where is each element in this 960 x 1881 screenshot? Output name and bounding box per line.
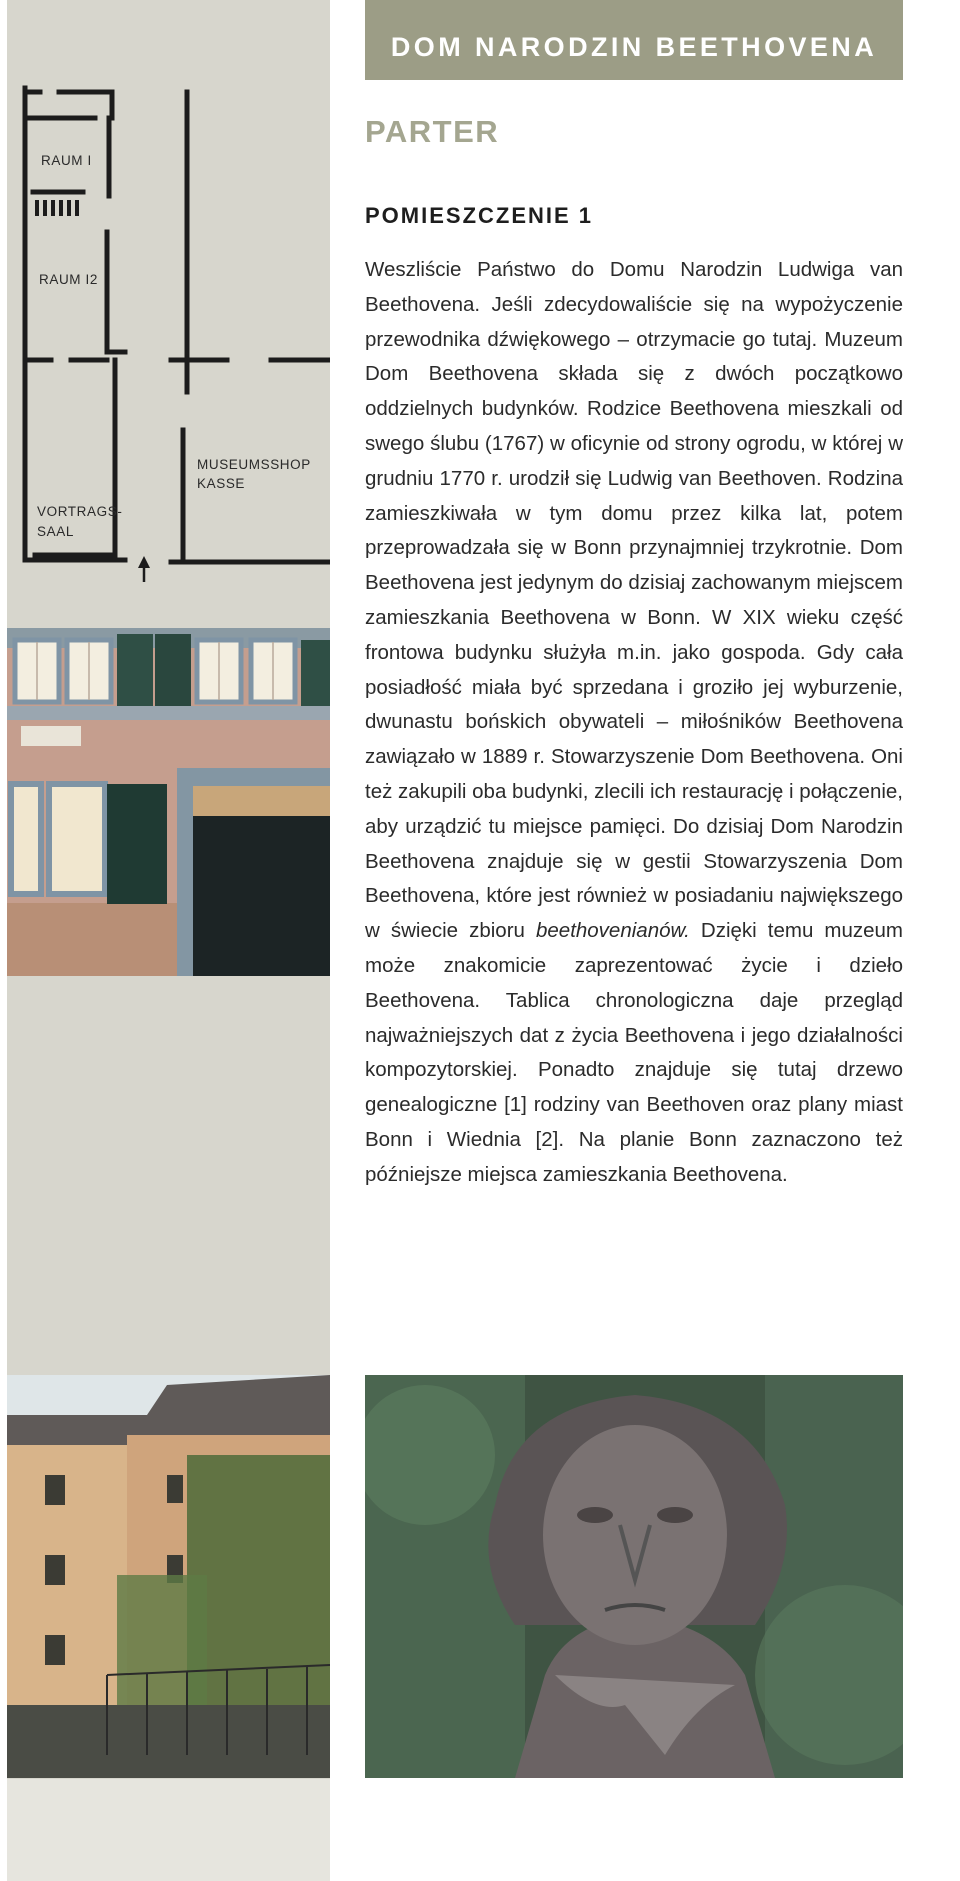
facade-photo [7,628,330,976]
room-label-museumsshop: MUSEUMSSHOP [197,457,311,472]
room-label-saal: SAAL [37,524,74,539]
sidebar-footer [7,1779,330,1881]
body-paragraph [365,253,903,1193]
body-text-part-2: Dzięki temu muzeum może znakomicie zaprezentować życie i dzieło Beethovena. Tablica chronologiczna daje przegląd najważniejszych dat z życia Beethovena i jego działalności kompozytorskiej. Ponadto znajduje się tutaj drzewo genealogiczne [1] rodziny van Beethoven oraz plany miast Bonn i Wiednia [2]. Na planie Bonn zaznaczono też późniejsze miejsca zamieszkania Beethovena. [365,919,903,1186]
room-label-raum12: RAUM I2 [39,272,98,287]
beethoven-bust-photo [365,1375,903,1778]
room-label-vortrags: VORTRAGS- [37,504,123,519]
room-label-raum1: RAUM I [41,153,92,168]
page-title: DOM NARODZIN BEETHOVENA [390,31,878,62]
room-label-kasse: KASSE [197,476,246,491]
entrance-arrow-icon [138,556,150,582]
body-text-part-1: Weszliście Państwo do Domu Narodzin Ludwiga van Beethovena. Jeśli zdecydowaliście się na wypożyczenie przewodnika dźwiękowego – otrzymacie go tutaj. Muzeum Dom Beethovena składa się z dwóch początkowo oddzielnych budynków. Rodzice Beethovena mieszkali od swego ślubu (1767) w oficynie od strony ogrodu, w której w grudniu 1770 r. urodził się Ludwig van Beethoven. Rodzina zamieszkiwała w tym domu przez kilka lat, potem przeprowadzała się w Bonn przynajmniej trzykrotnie. Dom Beethovena jest jedynym do dzisiaj zachowanym miejscem zamieszkania Beethovena w Bonn. W XIX wieku część frontowa budynku służyła m.in. jako gospoda. Gdy cała posiadłość miała być sprzedana i groziło jej wyburzenie, dwunastu bońskich obywateli – miłośników Beethovena zawiązało w 1889 r. Stowarzyszenie Dom Beethovena. Oni też zakupili oba budynki, zlecili ich restaurację i połączenie, aby urządzić tu miejsce pamięci. Do dzisiaj Dom Narodzin Beethovena znajduje się w gestii Stowarzyszenia Dom Beethovena, które jest również w posiadaniu największego w świecie zbioru [365,258,903,943]
title-banner [365,0,903,80]
room-heading: POMIESZCZENIE 1 [365,203,594,228]
floor-heading: PARTER [365,114,500,149]
courtyard-photo [7,1375,330,1778]
stairs-icon [35,200,79,216]
body-text-emphasis: beethovenianów. [535,919,690,943]
floor-plan [7,0,330,592]
